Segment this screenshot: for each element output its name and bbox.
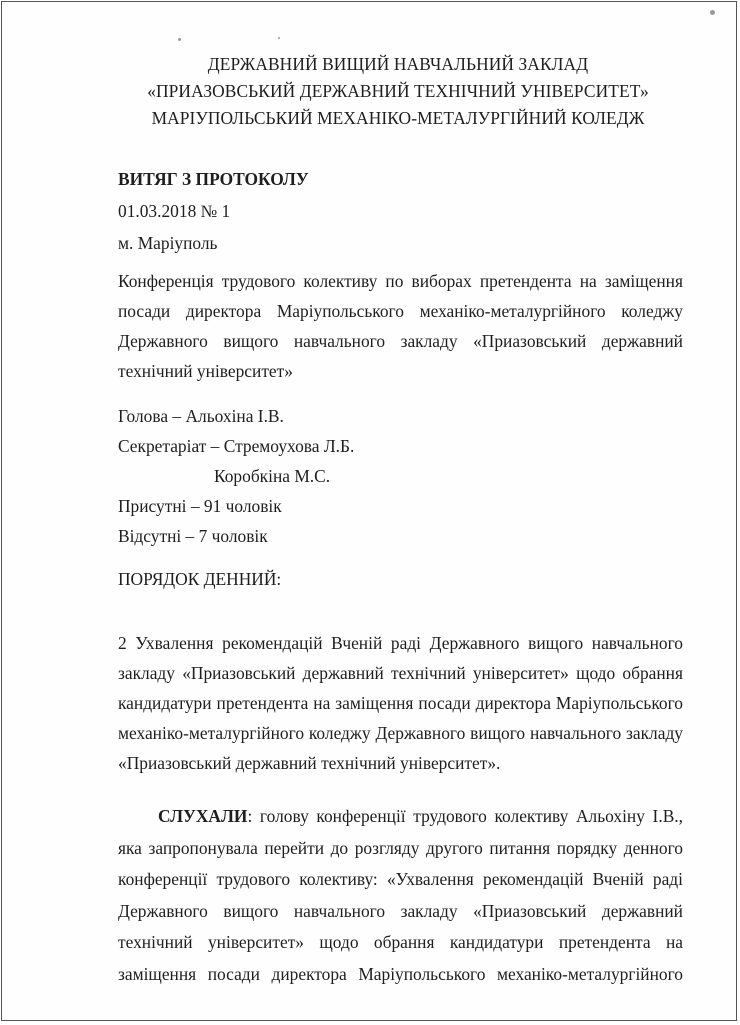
secretariat-line-2: Коробкіна М.С. [214,466,331,486]
header-line-2: «ПРИАЗОВСЬКИЙ ДЕРЖАВНИЙ ТЕХНІЧНИЙ УНІВЕРСИТЕТ» [147,81,649,101]
institution-header [2,51,736,132]
chair-line: Голова – Альохіна І.В. [118,406,284,426]
agenda-heading: ПОРЯДОК ДЕННИЙ: [118,569,282,589]
date-number: 01.03.2018 № 1 [118,201,231,221]
heard-paragraph [118,801,683,990]
header-line-1: ДЕРЖАВНИЙ ВИЩИЙ НАВЧАЛЬНИЙ ЗАКЛАД [207,54,589,74]
heard-line: конференції трудового колективу: «Ухвалення рекомендацій Вченій раді [118,869,683,889]
agenda-paragraph [118,628,683,778]
heard-line: заміщення посади директора Маріупольського механіко-металургійного [118,963,683,984]
city: м. Маріуполь [118,233,218,253]
intro-paragraph [118,266,683,386]
scan-speck [278,37,280,39]
agenda-line: кандидатури претендента на заміщення посади директора Маріупольського [118,693,683,713]
present-line: Присутні – 91 чоловік [118,496,282,516]
heard-line: технічний університет» щодо обрання кандидатури претендента на [118,932,683,952]
intro-line: Державного вищого навчального закладу «Приазовський державний [118,331,683,351]
absent-line: Відсутні – 7 чоловік [118,526,268,546]
heard-line: Державного вищого навчального закладу «Приазовський державний [118,900,683,921]
heard-line: яка запропонувала перейти до розгляду другого питання порядку денного [118,837,683,858]
document-title: ВИТЯГ З ПРОТОКОЛУ [118,169,309,189]
document-page [1,1,737,1021]
agenda-line: 2 Ухвалення рекомендацій Вченій раді Державного вищого навчального [118,633,683,653]
agenda-line: закладу «Приазовський державний технічний університет» щодо обрання [118,663,683,683]
heard-label: СЛУХАЛИ [158,806,248,826]
scan-speck [178,38,181,41]
agenda-line: механіко-металургійного коледжу Державного вищого навчального закладу [118,723,683,743]
intro-line: технічний університет» [118,361,293,381]
header-line-3: МАРІУПОЛЬСЬКИЙ МЕХАНІКО-МЕТАЛУРГІЙНИЙ КОЛЕДЖ [151,108,645,128]
intro-line: Конференція трудового колективу по виборах претендента на заміщення [118,271,683,291]
heard-line-rest: : голову конференції трудового колективу Альохіну І.В., [247,806,683,826]
intro-line: посади директора Маріупольського механіко-металургійного коледжу [118,301,683,321]
agenda-line: «Приазовський державний технічний університет». [118,753,501,773]
secretariat-line: Секретаріат – Стремоухова Л.Б. [118,436,355,456]
scan-speck [710,10,715,15]
heard-line [118,801,683,833]
